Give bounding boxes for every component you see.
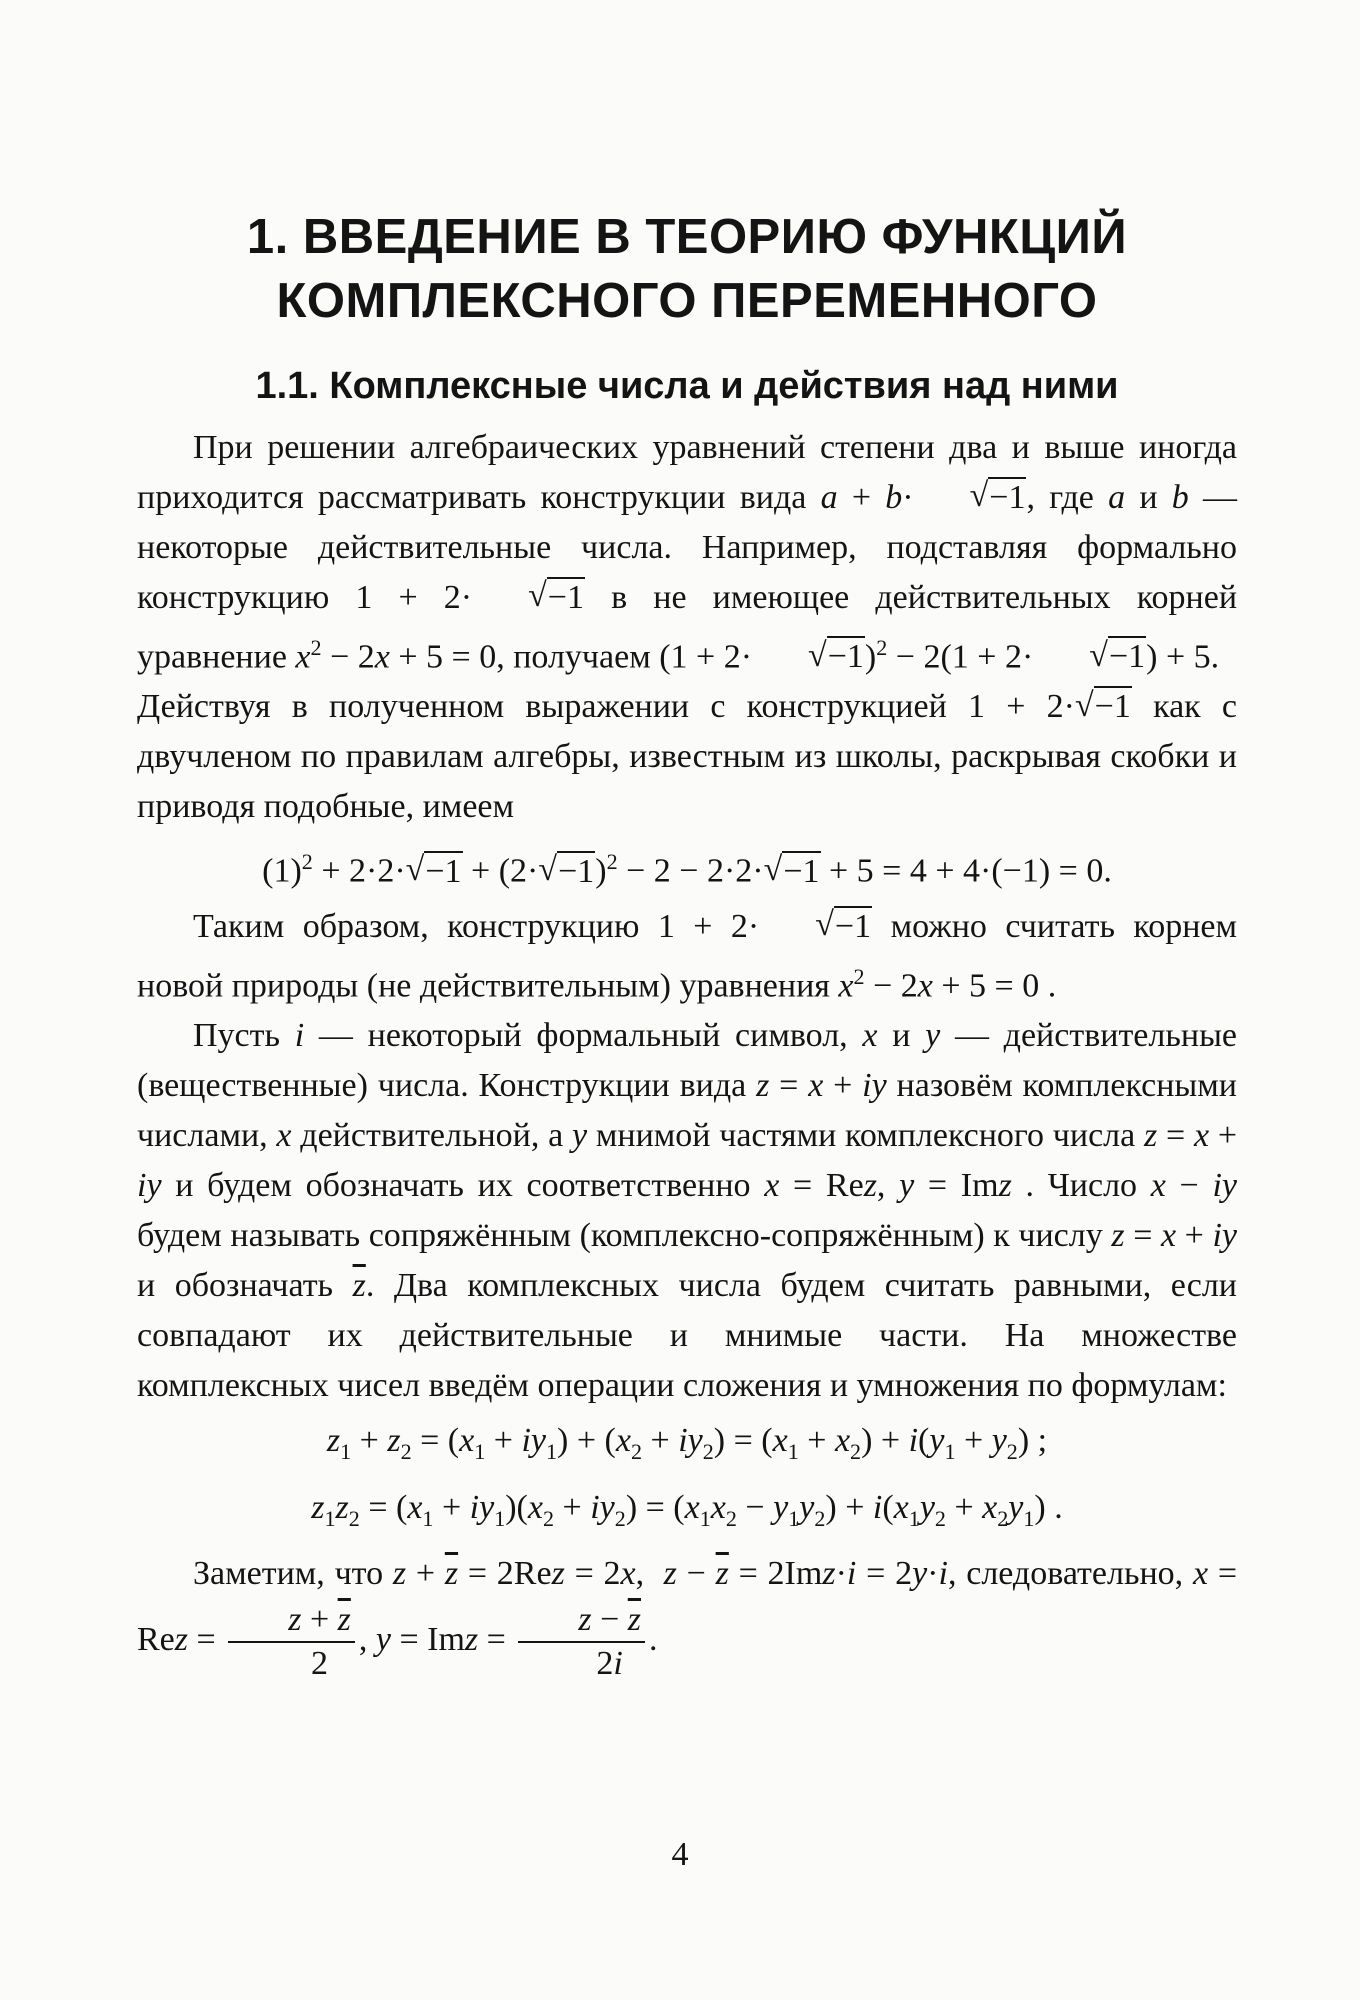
var-i: i [294, 1016, 305, 1054]
var-y: y [925, 1016, 941, 1054]
text-run: Таким образом, конструкцию [193, 907, 640, 945]
text-run: и [1139, 479, 1158, 516]
sqrt-symbol [914, 473, 1027, 523]
text-run: — некоторые действительные числа. Например, подставляя формально конструкцию [137, 479, 1237, 616]
sqrt-symbol: √ −1 [472, 573, 585, 623]
text-run: и будем обозначать их соответственно [175, 1166, 751, 1204]
page-number: 4 [671, 1836, 689, 1873]
chapter-title-line-2: КОМПЛЕКСНОГО ПЕРЕМЕННОГО [276, 274, 1098, 328]
page-content [137, 205, 1237, 1685]
text-run: как с двучленом по правилам алгебры, известным из школы, раскрывая скобки и приводя подобные, имеем [137, 688, 1238, 826]
text-run: Пусть [193, 1016, 281, 1054]
text-run: , следовательно, [947, 1554, 1184, 1592]
radicand: −1 [989, 479, 1026, 516]
text-run: и обозначать [137, 1266, 334, 1304]
text-run: Число [1047, 1166, 1138, 1204]
text-run: действительной, а [300, 1116, 564, 1154]
chapter-title-line-1: 1. ВВЕДЕНИЕ В ТЕОРИЮ ФУНКЦИЙ [246, 210, 1128, 264]
section-title: 1.1. Комплексные числа и действия над ними [255, 365, 1119, 407]
text-run: и [892, 1016, 911, 1054]
text-run: , получаем [496, 638, 651, 676]
text-run: мнимой частями комплексного числа [595, 1116, 1136, 1154]
paragraph-remark: Заметим, что $z + \overline{z} = 2Rez = 2x$, $z - \overline{z} = 2Imz\cdot i = 2y\cdot i$, следовательно, x = Rez = $\frac{z + \overline{z}}{2}$ , y = Imz = $\frac{z - \overline{z}}{2i}$ . [137, 1549, 1237, 1685]
chapter-title [137, 205, 1237, 333]
var-x: x [862, 1016, 878, 1054]
text-run: — действительные (вещественные) числа. Конструкции вида [137, 1016, 1238, 1104]
paragraph-root: Таким образом, конструкцию 1 + 2· √ −1 можно считать корнем новой природы (не действительным) уравнения $x^2 - 2x + 5 = 0$ . [137, 902, 1237, 1011]
text-run: Действуя в полученном выражении с конструкцией [137, 688, 947, 726]
formula-multiplication: $z_1z_2 = (x_1 + iy_1)(x_2 + iy_2) = (x_1x_2 - y_1y_2) + i(x_1y_2 + x_2y_1)$ . [311, 1488, 1063, 1531]
var-a: a [1108, 479, 1126, 516]
text-run: — некоторый формальный символ, [318, 1016, 848, 1054]
text-run: можно считать корнем новой природы (не действительным) уравнения [137, 907, 1237, 1004]
text-run: . Два комплексных числа будем считать равными, если совпадают их действительные и мнимые части. На множестве комплексных чисел введём операции сложения и умножения по формулам: [137, 1266, 1237, 1404]
fraction-imag-part: $\frac{z - \overline{z}}{2i}$ [518, 1599, 645, 1685]
fraction-real-part: $\frac{z + \overline{z}}{2}$ [228, 1599, 355, 1685]
text-run: Заметим, что [193, 1554, 384, 1592]
paragraph-binomial: Действуя в полученном выражении с конструкцией 1 + 2· √ −1 как с двучленом по правилам алгебры, известным из школы, раскрывая скобки и приводя подобные, имеем [137, 682, 1237, 832]
text-run: назовём комплексными числами, [137, 1066, 1237, 1154]
formula-expansion: $(1)^2 + 2\cdot 2\cdot$ √ −1 + (2· √ −1)$^2$ − 2 − 2·2· √ −1 + 5 = 4 + 4·(−1) = 0. [137, 836, 1237, 897]
paragraph-intro: При решении алгебраических уравнений степени два и выше иногда приходится рассматривать конструкции вида a + b· √ −1, где a и b — некоторые действительные числа. Например, подставляя формально конструкцию 1 + 2· √ −1 в не имеющее действительных корней уравнение $x^2 - 2x + 5 = 0$, получаем (1 + 2· √ −1)$^2$ − 2(1 + 2· √ −1) + 5. [137, 423, 1237, 682]
text-run: При решении алгебраических уравнений степени два и выше иногда приходится рассматривать конструкции вида [137, 429, 1237, 516]
text-run: в не имеющее действительных корней уравнение [137, 579, 1238, 676]
paragraph-definition: Пусть i — некоторый формальный символ, x и y — действительные (вещественные) числа. Конструкции вида z = x + iy назовём комплексными числами, x действительной, а y мнимой частями комплексного числа z = x + iy и будем обозначать их соответственно x = Rez, y = Imz . Число x − iy будем называть сопряжённым (комплексно-сопряжённым) к числу z = x + iy и обозначать $\overline{z}$. Два комплексных числа будем считать равными, если совпадают их действительные и мнимые части. На множестве комплексных чисел введём операции сложения и умножения по формулам: [137, 1016, 1238, 1404]
formula-addition: $z_1 + z_2 = (x_1 + iy_1) + (x_2 + iy_2) = (x_1 + x_2) + i(y_1 + y_2)$ ; [326, 1421, 1048, 1464]
var-b: b [1171, 479, 1189, 516]
text-run: будем называть сопряжённым (комплексно-сопряжённым) к числу [137, 1216, 1103, 1254]
text-run: , где [1026, 479, 1094, 516]
